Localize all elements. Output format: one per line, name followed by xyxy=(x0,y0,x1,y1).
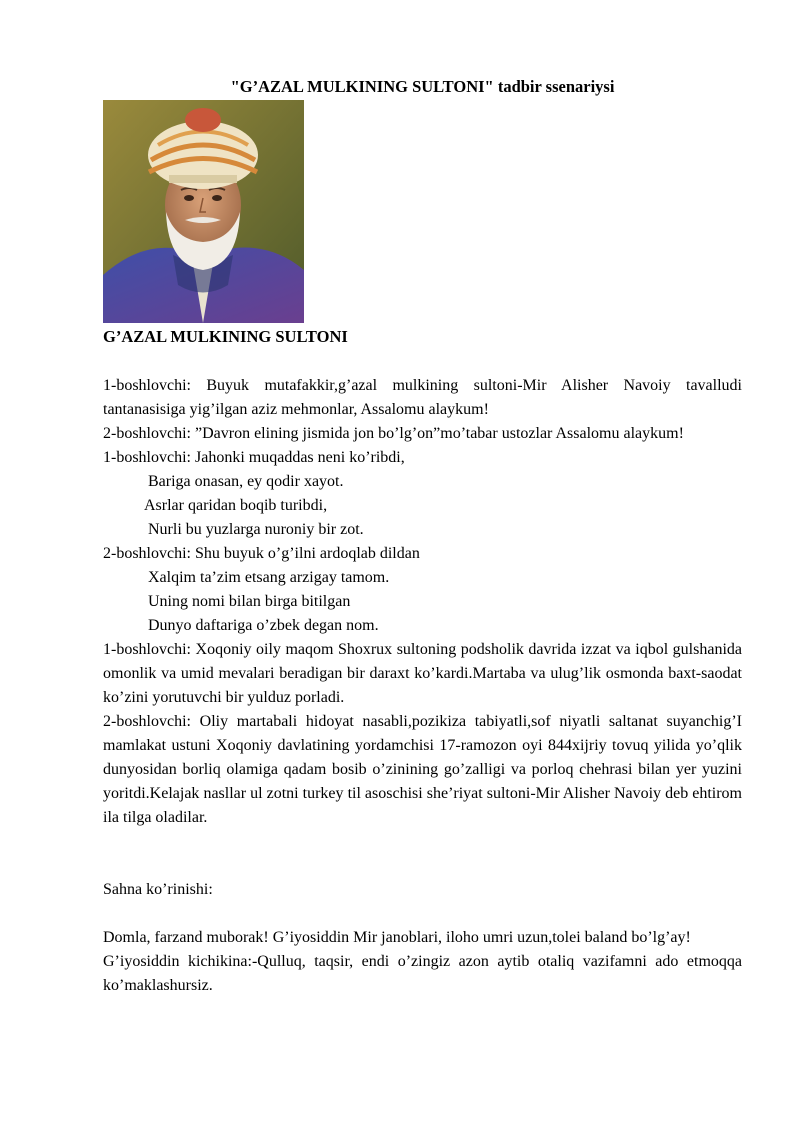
document-body xyxy=(103,374,742,998)
paragraph: 1-boshlovchi: Buyuk mutafakkir,g’azal mulkining sultoni-Mir Alisher Navoiy tavalludi tantanasisiga yig’ilgan aziz mehmonlar, Assalomu alaykum! xyxy=(103,377,742,418)
scene-heading: Sahna ko’rinishi: xyxy=(103,881,213,898)
paragraph: 2-boshlovchi: Shu buyuk o’g’ilni ardoqlab dildan xyxy=(103,545,420,562)
verse-line: Nurli bu yuzlarga nuroniy bir zot. xyxy=(148,521,364,538)
portrait-image xyxy=(103,100,304,323)
document-title: "G’AZAL MULKINING SULTONI" tadbir ssenariysi xyxy=(230,77,615,96)
verse-line: Xalqim ta’zim etsang arzigay tamom. xyxy=(148,569,390,586)
verse-line: Dunyo daftariga o’zbek degan nom. xyxy=(148,617,379,634)
paragraph: 1-boshlovchi: Jahonki muqaddas neni ko’ribdi, xyxy=(103,449,405,466)
verse-line: Uning nomi bilan birga bitilgan xyxy=(148,593,351,610)
paragraph: 2-boshlovchi: ”Davron elining jismida jon bo’lg’on”mo’tabar ustozlar Assalomu alaykum! xyxy=(103,425,684,442)
section-heading: G’AZAL MULKINING SULTONI xyxy=(103,327,348,346)
paragraph: 1-boshlovchi: Xoqoniy oily maqom Shoxrux sultoning podsholik davrida izzat va iqbol gulshanida omonlik va umid mevalari beradigan bir daraxt ko’kardi.Martaba va ulug’lik osmonda baxt-saodat ko’zini yorutuvchi bir yulduz porladi. xyxy=(103,641,742,706)
verse-line: Asrlar qaridan boqib turibdi, xyxy=(144,497,328,514)
verse-line: Bariga onasan, ey qodir xayot. xyxy=(148,473,344,490)
paragraph: 2-boshlovchi: Oliy martabali hidoyat nasabli,pozikiza tabiyatli,sof niyatli saltanat suyanchig’I mamlakat ustuni Xoqoniy davlatining yordamchisi 17-ramozon oyi 844xijriy tovuq yilida yo’qlik dunyosidan borliq olamiga qadam bosib o’zinining go’zalligi va porloq chehrasi bilan yer yuzini yoritdi.Kelajak nasllar ul zotni turkey til asoschisi she’riyat sultoni-Mir Alisher Navoiy deb ehtirom ila tilga oladilar. xyxy=(103,713,742,826)
paragraph: G’iyosiddin kichikina:-Qulluq, taqsir, endi o’zingiz azon aytib otaliq vazifamni ado etmoqqa ko’maklashursiz. xyxy=(103,953,742,994)
paragraph: Domla, farzand muborak! G’iyosiddin Mir janoblari, iloho umri uzun,tolei baland bo’lg’ay! xyxy=(103,929,691,946)
